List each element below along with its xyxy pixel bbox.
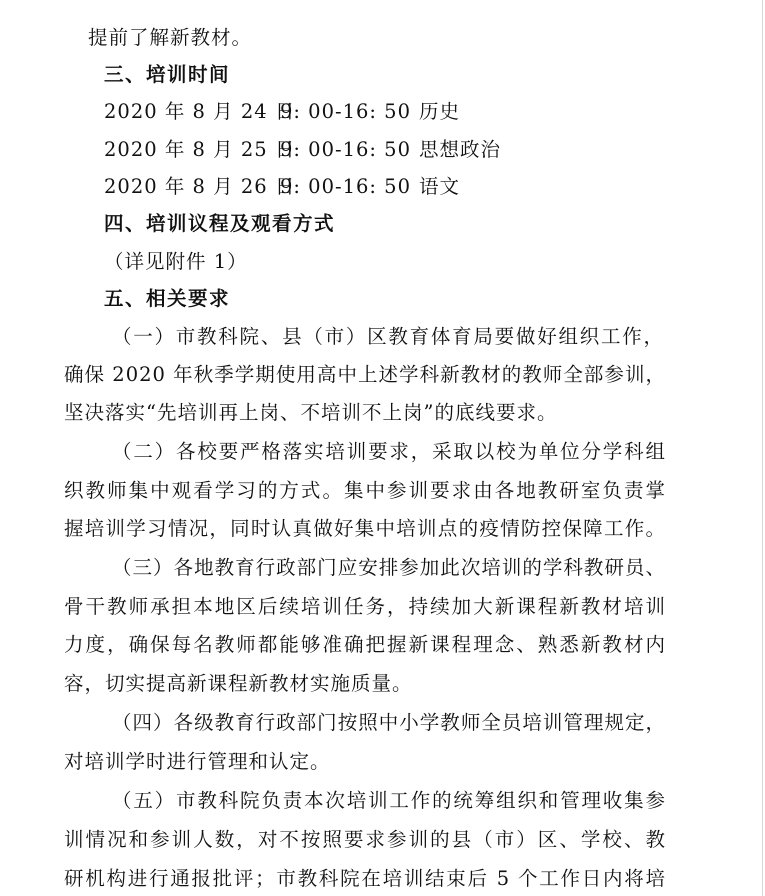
paragraph-line: 握培训学习情况，同时认真做好集中培训点的疫情防控保障工作。 xyxy=(64,517,666,540)
paragraph-line: （二）各校要严格落实培训要求，采取以校为单位分学科组 xyxy=(112,440,666,463)
page-edge-divider xyxy=(762,0,763,896)
paragraph-line: （五）市教科院负责本次培训工作的统筹组织和管理收集参 xyxy=(112,789,666,812)
paragraph-line: 训情况和参训人数，对不按照要求参训的县（市）区、学校、教 xyxy=(64,828,666,851)
schedule-time: 9: 00-16: 50 xyxy=(280,138,411,161)
paragraph-line: 对培训学时进行管理和认定。 xyxy=(64,750,331,773)
paragraph-line: （四）各级教育行政部门按照中小学教师全员培训管理规定， xyxy=(112,711,666,734)
paragraph-line: 容，切实提高新课程新教材实施质量。 xyxy=(64,672,413,695)
paragraph-line: （一）市教科院、县（市）区教育体育局要做好组织工作， xyxy=(112,325,664,348)
paragraph-line: （三）各地教育行政部门应安排参加此次培训的学科教研员、 xyxy=(112,556,666,579)
section-4-note: （详见附件 1） xyxy=(104,250,248,273)
section-5-heading: 五、相关要求 xyxy=(104,287,231,310)
schedule-date: 2020 年 8 月 25 日 xyxy=(104,138,296,161)
schedule-time: 9: 00-16: 50 xyxy=(280,175,411,198)
paragraph-line: 骨干教师承担本地区后续培训任务，持续加大新课程新教材培训 xyxy=(64,595,666,618)
section-4-heading: 四、培训议程及观看方式 xyxy=(104,212,336,235)
schedule-subject: 语文 xyxy=(419,175,461,198)
schedule-subject: 历史 xyxy=(419,100,461,123)
paragraph-line: 确保 2020 年秋季学期使用高中上述学科新教材的教师全部参训， xyxy=(64,363,666,386)
paragraph-line: 织教师集中观看学习的方式。集中参训要求由各地教研室负责掌 xyxy=(64,479,666,502)
paragraph-line: 力度，确保每名教师都能够准确把握新课程理念、熟悉新教材内 xyxy=(64,633,666,656)
paragraph-line: 研机构进行通报批评；市教科院在培训结束后 5 个工作日内将培 xyxy=(64,867,666,890)
schedule-time: 9: 00-16: 50 xyxy=(280,100,411,123)
schedule-date: 2020 年 8 月 26 日 xyxy=(104,175,296,198)
schedule-date: 2020 年 8 月 24 日 xyxy=(104,100,296,123)
paragraph-line: 坚决落实“先培训再上岗、不培训不上岗”的底线要求。 xyxy=(64,401,558,424)
section-3-heading: 三、培训时间 xyxy=(104,63,231,86)
continuation-text: 提前了解新教材。 xyxy=(88,26,253,49)
schedule-subject: 思想政治 xyxy=(419,138,502,161)
